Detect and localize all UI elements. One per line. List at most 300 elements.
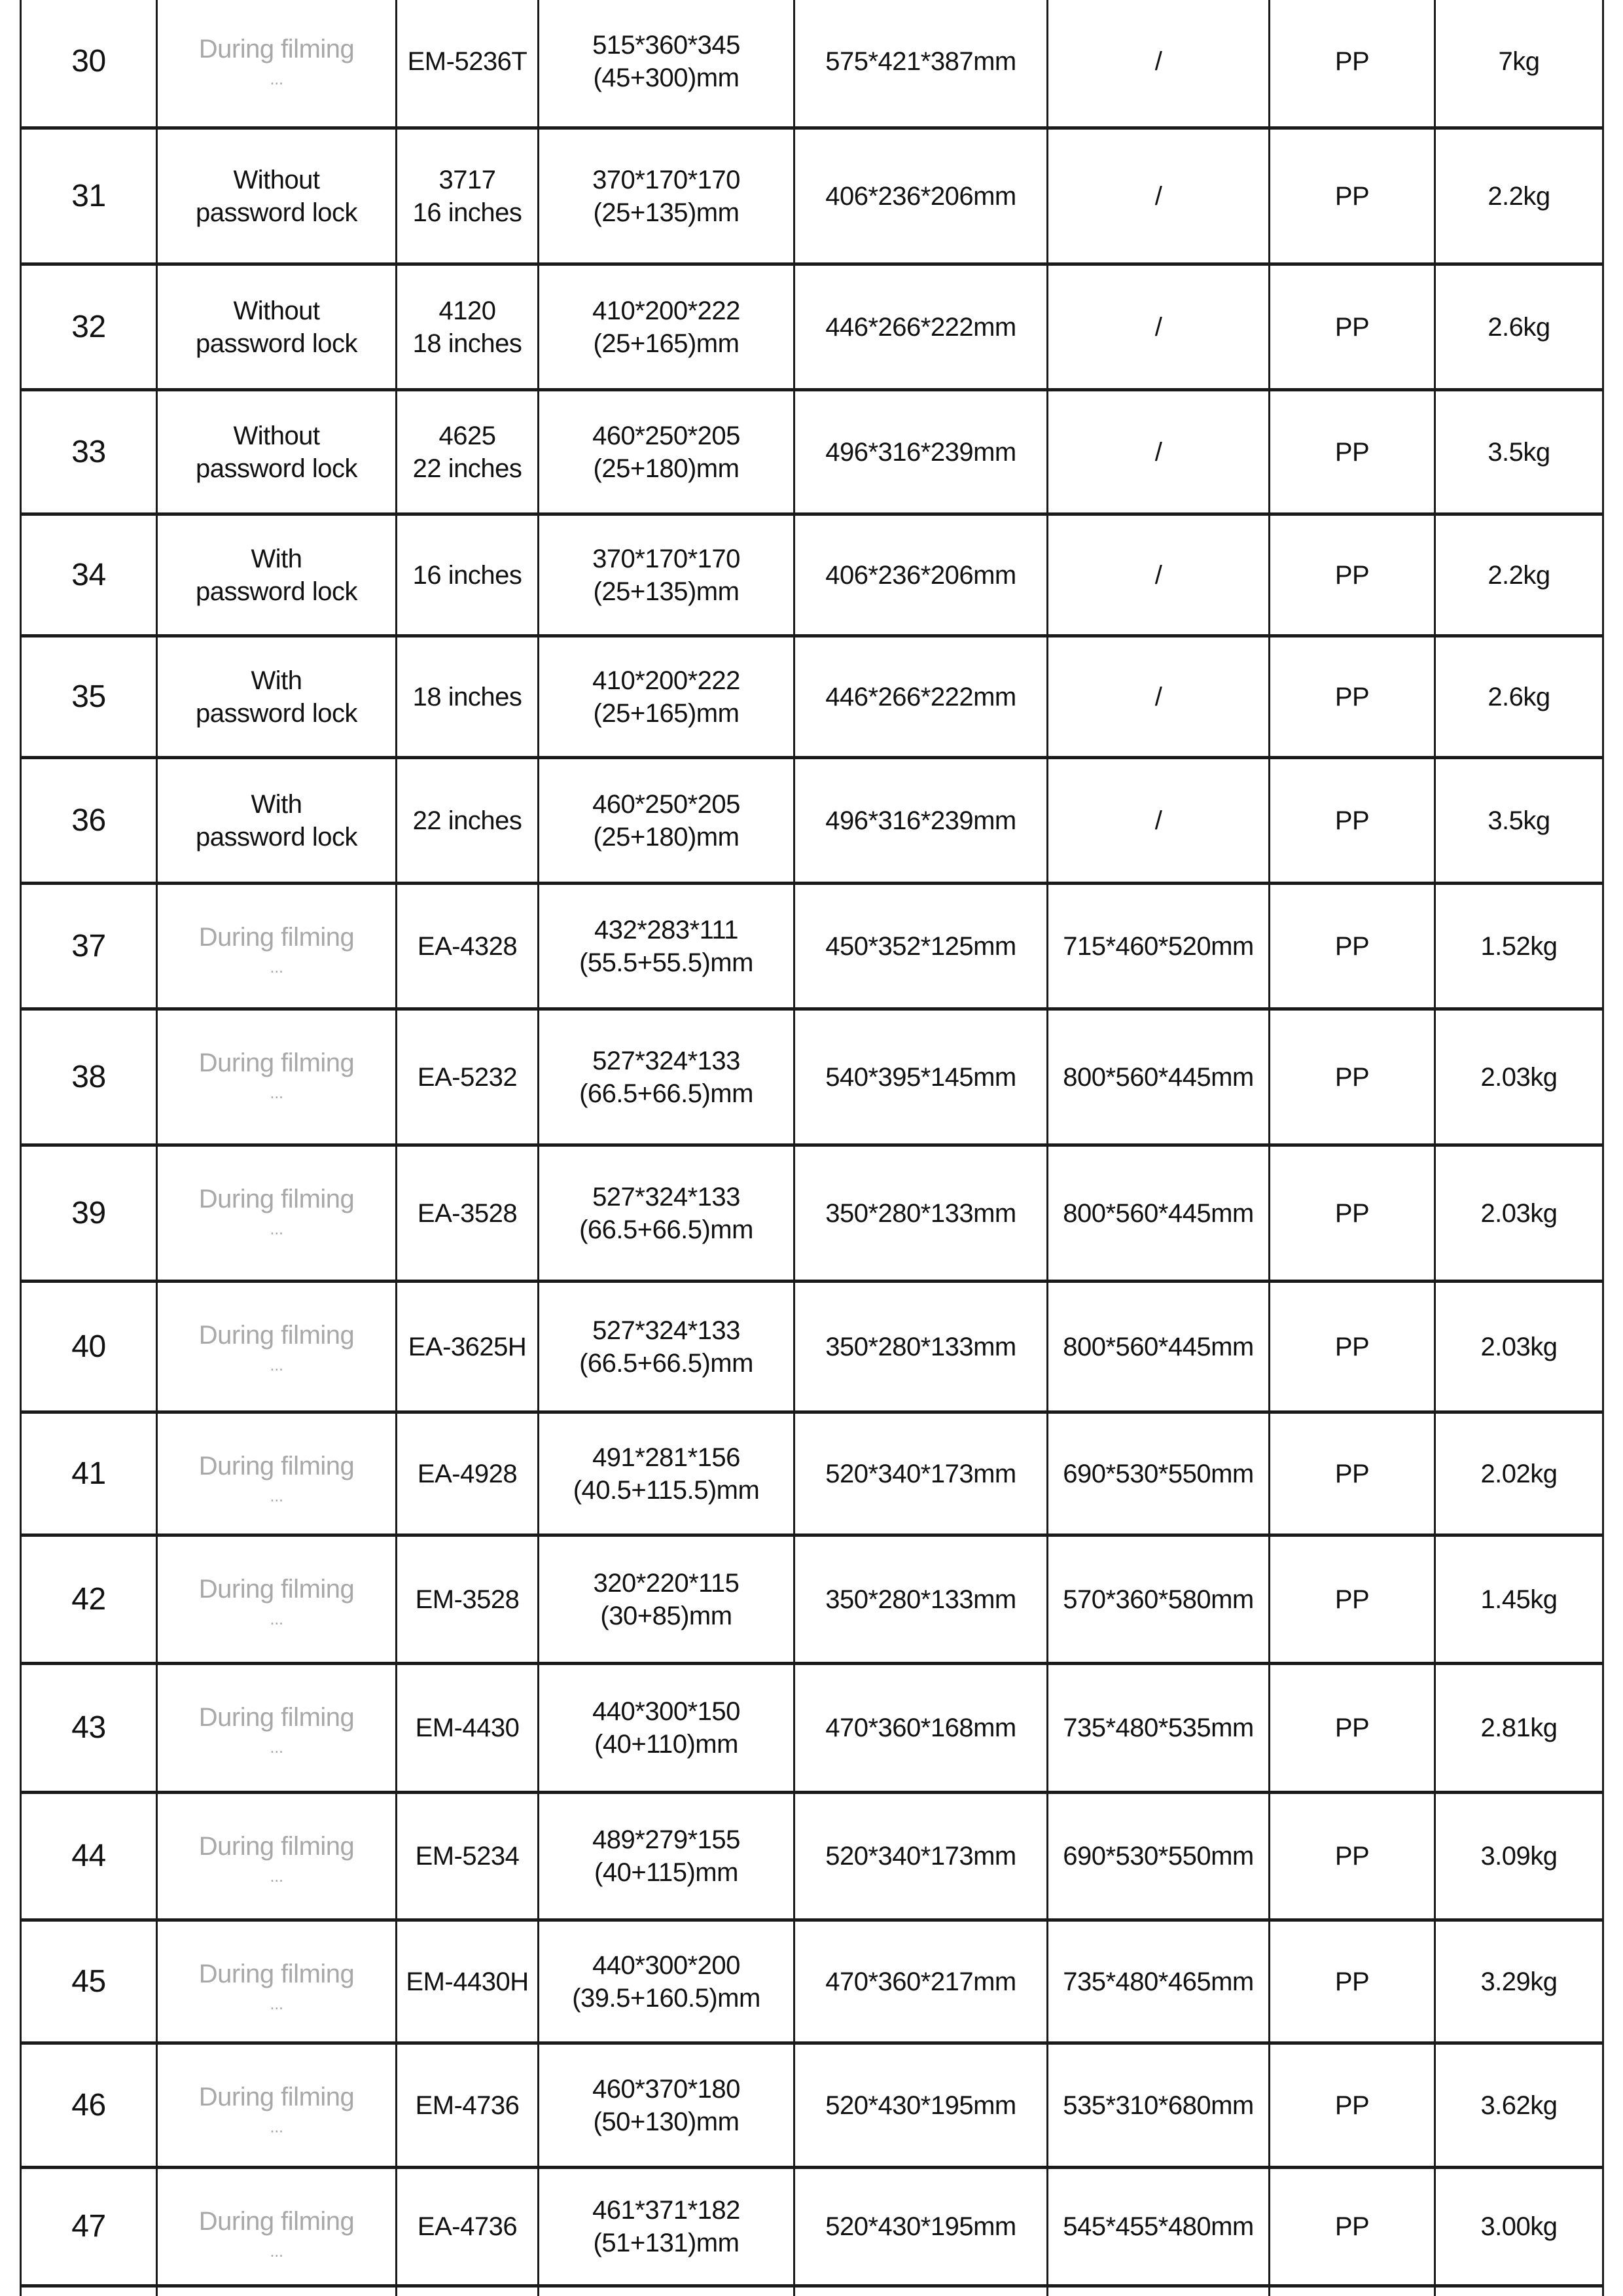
- cell-type: [158, 759, 395, 882]
- cell-material: [1270, 266, 1434, 388]
- material-text: PP: [1334, 181, 1370, 211]
- outer-size-text: 496*316*239mm: [825, 806, 1016, 835]
- cell-model: [397, 2169, 537, 2284]
- cell-material: [1270, 1922, 1434, 2041]
- cell-weight: [1436, 391, 1602, 512]
- cell-weight: [1436, 1537, 1602, 1662]
- cell-model: [397, 1147, 537, 1280]
- cell-outer-size: [795, 1537, 1046, 1662]
- weight-text: 3.62kg: [1480, 2090, 1558, 2120]
- row-number-text: 45: [71, 1964, 106, 1999]
- type-text: Without password lock: [196, 165, 357, 227]
- weight-text: 3.5kg: [1488, 806, 1550, 835]
- type-text: [199, 1047, 355, 1105]
- outer-size-text: 520*340*173mm: [825, 1459, 1016, 1488]
- cell-inner-size: [539, 759, 793, 882]
- cell-material: [1270, 1011, 1434, 1143]
- row-number-text: 44: [71, 1839, 106, 1873]
- cell-material: [1270, 759, 1434, 882]
- cell-inner-size: [539, 1665, 793, 1791]
- model-text: EM-5234: [415, 1842, 520, 1871]
- outer-size-text: 470*360*217mm: [825, 1967, 1016, 1996]
- cell-inner-size: [539, 516, 793, 634]
- weight-text: 3.00kg: [1480, 2212, 1558, 2241]
- cell-row-number: [22, 1147, 156, 1280]
- carton-size-text: 715*460*520mm: [1063, 931, 1254, 961]
- cell-outer-size: [795, 516, 1046, 634]
- cell-outer-size: [795, 2169, 1046, 2284]
- cell-carton-size: [1048, 1283, 1268, 1410]
- row-number-text: 33: [71, 434, 106, 469]
- weight-text: 2.03kg: [1480, 1062, 1558, 1092]
- cell-carton-size: [1048, 1537, 1268, 1662]
- model-text: 3717 16 inches: [412, 165, 522, 227]
- row-number-text: 41: [71, 1456, 106, 1491]
- cell-material: [1270, 1283, 1434, 1410]
- cell-carton-size: [1048, 1665, 1268, 1791]
- weight-text: 2.6kg: [1488, 682, 1550, 711]
- cell-weight: [1436, 2045, 1602, 2166]
- cell-inner-size: [539, 1794, 793, 1918]
- cell-material: [1270, 391, 1434, 512]
- inner-size-text: 515*360*345 (45+300)mm: [592, 31, 740, 92]
- type-text: [199, 2081, 355, 2140]
- weight-text: 1.45kg: [1480, 1585, 1558, 1614]
- carton-size-text: 800*560*445mm: [1063, 1062, 1254, 1092]
- model-text: EM-3528: [415, 1585, 520, 1614]
- cell-model: [397, 391, 537, 512]
- type-label: During filming: [198, 2083, 355, 2111]
- type-label: During filming: [198, 35, 355, 63]
- inner-size-text: 410*200*222 (25+165)mm: [592, 296, 740, 358]
- ellipsis-text: ...: [270, 1609, 283, 1628]
- carton-size-text: 545*455*480mm: [1063, 2212, 1254, 2241]
- cell-inner-size: [539, 266, 793, 388]
- type-label: During filming: [198, 1960, 355, 1988]
- cell-inner-size: [539, 1283, 793, 1410]
- outer-size-text: 350*280*133mm: [825, 1332, 1016, 1361]
- outer-size-text: 540*395*145mm: [825, 1062, 1016, 1092]
- type-text: With password lock: [196, 789, 357, 852]
- cell-outer-size: [795, 637, 1046, 756]
- cell-row-number: [22, 391, 156, 512]
- inner-size-text: 370*170*170 (25+135)mm: [592, 165, 740, 227]
- ellipsis-text: ...: [270, 1083, 283, 1102]
- cell-outer-size: [795, 1147, 1046, 1280]
- cell-type: [158, 0, 395, 126]
- type-text: [199, 1701, 355, 1760]
- cell-row-number: [22, 759, 156, 882]
- cell-row-number: [22, 1011, 156, 1143]
- cell-type: [158, 1794, 395, 1918]
- cell-material: [1270, 637, 1434, 756]
- type-text: [199, 1573, 355, 1632]
- cell-type: [158, 2169, 395, 2284]
- cell-outer-size: [795, 885, 1046, 1007]
- cell-type: [158, 266, 395, 388]
- material-text: PP: [1334, 2212, 1370, 2241]
- cell-model: [397, 759, 537, 882]
- type-text: [199, 921, 355, 980]
- carton-size-text: /: [1154, 682, 1162, 711]
- cell-material: [1270, 1147, 1434, 1280]
- cell-type: [158, 1414, 395, 1534]
- cell-outer-size: [795, 1665, 1046, 1791]
- cell-model: [397, 1922, 537, 2041]
- ellipsis-text: ...: [270, 1994, 283, 2013]
- cell-weight: [1436, 1011, 1602, 1143]
- cell-carton-size: [1048, 759, 1268, 882]
- cell-inner-size: [539, 637, 793, 756]
- cell-carton-size: [1048, 391, 1268, 512]
- carton-size-text: /: [1154, 560, 1162, 590]
- cell-weight: [1436, 0, 1602, 126]
- cell-row-number: [22, 516, 156, 634]
- cell-outer-size: [795, 1922, 1046, 2041]
- material-text: PP: [1334, 312, 1370, 342]
- model-text: 18 inches: [412, 682, 522, 711]
- cell-row-number: [22, 1794, 156, 1918]
- cell-inner-size: [539, 391, 793, 512]
- cell-outer-size: [795, 1414, 1046, 1534]
- cell-model: [397, 516, 537, 634]
- type-label: During filming: [198, 1321, 355, 1350]
- carton-size-text: 690*530*550mm: [1063, 1842, 1254, 1871]
- cell-type: [158, 1537, 395, 1662]
- cell-type: [158, 1922, 395, 2041]
- type-text: [199, 1183, 355, 1242]
- row-number-text: 37: [71, 928, 106, 963]
- cell-material: [1270, 516, 1434, 634]
- type-text: [199, 1319, 355, 1378]
- outer-size-text: 520*430*195mm: [825, 2090, 1016, 2120]
- ellipsis-text: ...: [270, 1486, 283, 1505]
- inner-size-text: 440*300*150 (40+110)mm: [592, 1697, 740, 1759]
- cell-model: [397, 0, 537, 126]
- ellipsis-text: ...: [270, 1866, 283, 1886]
- carton-size-text: /: [1154, 437, 1162, 467]
- carton-size-text: 690*530*550mm: [1063, 1459, 1254, 1488]
- row-number-text: 32: [71, 309, 106, 344]
- type-label: During filming: [198, 923, 355, 952]
- weight-text: 7kg: [1498, 47, 1540, 76]
- carton-size-text: /: [1154, 181, 1162, 211]
- weight-text: 2.03kg: [1480, 1332, 1558, 1361]
- cell-type: [158, 1147, 395, 1280]
- row-number-text: 42: [71, 1581, 106, 1617]
- outer-size-text: 446*266*222mm: [825, 312, 1016, 342]
- material-text: PP: [1334, 1459, 1370, 1488]
- cell-weight: [1436, 2169, 1602, 2284]
- carton-size-text: /: [1154, 312, 1162, 342]
- cell-material: [1270, 2045, 1434, 2166]
- cell-row-number: [22, 1283, 156, 1410]
- material-text: PP: [1334, 806, 1370, 835]
- row-number-text: 47: [71, 2209, 106, 2244]
- cell-inner-size: [539, 130, 793, 262]
- cell-row-number: [22, 2169, 156, 2284]
- cell-carton-size: [1048, 637, 1268, 756]
- type-label: During filming: [198, 1185, 355, 1213]
- cell-outer-size: [795, 2045, 1046, 2166]
- cell-type: [158, 637, 395, 756]
- cell-type: [158, 885, 395, 1007]
- inner-size-text: 527*324*133 (66.5+66.5)mm: [579, 1182, 753, 1244]
- cell-type: [158, 130, 395, 262]
- cell-carton-size: [1048, 1011, 1268, 1143]
- cell-model: [397, 1794, 537, 1918]
- outer-size-text: 520*340*173mm: [825, 1842, 1016, 1871]
- grid-vline: [1602, 0, 1604, 2296]
- cell-row-number: [22, 885, 156, 1007]
- cell-type: [158, 516, 395, 634]
- inner-size-text: 460*370*180 (50+130)mm: [592, 2074, 740, 2136]
- cell-inner-size: [539, 1011, 793, 1143]
- cell-carton-size: [1048, 2169, 1268, 2284]
- carton-size-text: 735*480*465mm: [1063, 1967, 1254, 1996]
- type-text: Without password lock: [196, 421, 357, 483]
- cell-material: [1270, 0, 1434, 126]
- cell-outer-size: [795, 130, 1046, 262]
- inner-size-text: 460*250*205 (25+180)mm: [592, 789, 740, 852]
- inner-size-text: 320*220*115 (30+85)mm: [593, 1568, 740, 1630]
- weight-text: 2.2kg: [1488, 181, 1550, 211]
- cell-carton-size: [1048, 266, 1268, 388]
- cell-carton-size: [1048, 2045, 1268, 2166]
- cell-weight: [1436, 637, 1602, 756]
- type-text: [199, 1450, 355, 1509]
- material-text: PP: [1334, 931, 1370, 961]
- cell-weight: [1436, 759, 1602, 882]
- carton-size-text: /: [1154, 47, 1162, 76]
- row-number-text: 38: [71, 1059, 106, 1094]
- outer-size-text: 496*316*239mm: [825, 437, 1016, 467]
- material-text: PP: [1334, 437, 1370, 467]
- weight-text: 2.02kg: [1480, 1459, 1558, 1488]
- inner-size-text: 440*300*200 (39.5+160.5)mm: [572, 1950, 760, 2013]
- inner-size-text: 461*371*182 (51+131)mm: [592, 2196, 740, 2257]
- type-text: Without password lock: [196, 296, 357, 358]
- carton-size-text: 735*480*535mm: [1063, 1713, 1254, 1742]
- cell-inner-size: [539, 885, 793, 1007]
- cell-material: [1270, 885, 1434, 1007]
- cell-row-number: [22, 1665, 156, 1791]
- type-label: During filming: [198, 1575, 355, 1604]
- type-text: [199, 33, 355, 92]
- outer-size-text: 575*421*387mm: [825, 47, 1016, 76]
- inner-size-text: 527*324*133 (66.5+66.5)mm: [579, 1046, 753, 1108]
- row-number-text: 35: [71, 679, 106, 714]
- cell-outer-size: [795, 0, 1046, 126]
- cell-inner-size: [539, 2169, 793, 2284]
- material-text: PP: [1334, 560, 1370, 590]
- cell-type: [158, 391, 395, 512]
- cell-carton-size: [1048, 516, 1268, 634]
- outer-size-text: 350*280*133mm: [825, 1198, 1016, 1228]
- material-text: PP: [1334, 1332, 1370, 1361]
- carton-size-text: /: [1154, 806, 1162, 835]
- ellipsis-text: ...: [270, 1355, 283, 1374]
- inner-size-text: 370*170*170 (25+135)mm: [592, 544, 740, 606]
- row-number-text: 34: [71, 557, 106, 592]
- cell-carton-size: [1048, 1794, 1268, 1918]
- cell-outer-size: [795, 759, 1046, 882]
- cell-inner-size: [539, 1922, 793, 2041]
- cell-model: [397, 2045, 537, 2166]
- cell-inner-size: [539, 1147, 793, 1280]
- cell-carton-size: [1048, 1414, 1268, 1534]
- inner-size-text: 491*281*156 (40.5+115.5)mm: [573, 1443, 760, 1505]
- inner-size-text: 460*250*205 (25+180)mm: [592, 421, 740, 483]
- row-number-text: 31: [71, 178, 106, 213]
- row-number-text: 30: [71, 44, 106, 79]
- type-text: [199, 2205, 355, 2264]
- carton-size-text: 535*310*680mm: [1063, 2090, 1254, 2120]
- ellipsis-text: ...: [270, 957, 283, 977]
- cell-inner-size: [539, 2045, 793, 2166]
- cell-type: [158, 1665, 395, 1791]
- outer-size-text: 406*236*206mm: [825, 560, 1016, 590]
- cell-model: [397, 637, 537, 756]
- weight-text: 2.03kg: [1480, 1198, 1558, 1228]
- weight-text: 3.29kg: [1480, 1967, 1558, 1996]
- ellipsis-text: ...: [270, 1737, 283, 1757]
- cell-carton-size: [1048, 885, 1268, 1007]
- model-text: 4120 18 inches: [412, 296, 522, 358]
- cell-material: [1270, 1794, 1434, 1918]
- cell-weight: [1436, 1283, 1602, 1410]
- ellipsis-text: ...: [270, 2241, 283, 2261]
- cell-model: [397, 266, 537, 388]
- model-text: EA-4736: [417, 2212, 518, 2241]
- row-number-text: 46: [71, 2087, 106, 2123]
- material-text: PP: [1334, 1062, 1370, 1092]
- cell-model: [397, 1011, 537, 1143]
- cell-weight: [1436, 1147, 1602, 1280]
- cell-carton-size: [1048, 1147, 1268, 1280]
- inner-size-text: 489*279*155 (40+115)mm: [592, 1825, 740, 1887]
- type-text: With password lock: [196, 666, 357, 728]
- ellipsis-text: ...: [270, 2117, 283, 2136]
- type-text: [199, 1958, 355, 2017]
- cell-model: [397, 885, 537, 1007]
- model-text: 22 inches: [412, 806, 522, 835]
- cell-weight: [1436, 1922, 1602, 2041]
- weight-text: 2.6kg: [1488, 312, 1550, 342]
- outer-size-text: 470*360*168mm: [825, 1713, 1016, 1742]
- cell-material: [1270, 1414, 1434, 1534]
- cell-carton-size: [1048, 130, 1268, 262]
- model-text: EM-4430: [415, 1713, 520, 1742]
- model-text: EA-5232: [417, 1062, 518, 1092]
- material-text: PP: [1334, 47, 1370, 76]
- type-label: During filming: [198, 2207, 355, 2236]
- cell-row-number: [22, 266, 156, 388]
- cell-outer-size: [795, 266, 1046, 388]
- outer-size-text: 350*280*133mm: [825, 1585, 1016, 1614]
- cell-material: [1270, 130, 1434, 262]
- type-text: [199, 1830, 355, 1889]
- row-number-text: 36: [71, 802, 106, 838]
- cell-row-number: [22, 2045, 156, 2166]
- type-text: With password lock: [196, 544, 357, 606]
- model-text: EM-4736: [415, 2090, 520, 2120]
- cell-row-number: [22, 637, 156, 756]
- type-label: During filming: [198, 1832, 355, 1861]
- weight-text: 1.52kg: [1480, 931, 1558, 961]
- row-number-text: 43: [71, 1710, 106, 1745]
- cell-carton-size: [1048, 1922, 1268, 2041]
- cell-type: [158, 1283, 395, 1410]
- material-text: PP: [1334, 1713, 1370, 1742]
- material-text: PP: [1334, 1585, 1370, 1614]
- cell-row-number: [22, 1922, 156, 2041]
- ellipsis-text: ...: [270, 69, 283, 88]
- cell-weight: [1436, 1794, 1602, 1918]
- inner-size-text: 410*200*222 (25+165)mm: [592, 666, 740, 728]
- cell-carton-size: [1048, 0, 1268, 126]
- cell-inner-size: [539, 1537, 793, 1662]
- model-text: EM-4430H: [406, 1967, 529, 1996]
- model-text: EA-4328: [417, 931, 518, 961]
- cell-material: [1270, 1665, 1434, 1791]
- cell-inner-size: [539, 0, 793, 126]
- carton-size-text: 570*360*580mm: [1063, 1585, 1254, 1614]
- ellipsis-text: ...: [270, 1219, 283, 1238]
- cell-material: [1270, 1537, 1434, 1662]
- cell-row-number: [22, 0, 156, 126]
- inner-size-text: 527*324*133 (66.5+66.5)mm: [579, 1316, 753, 1378]
- type-label: During filming: [198, 1703, 355, 1732]
- cell-outer-size: [795, 391, 1046, 512]
- outer-size-text: 520*430*195mm: [825, 2212, 1016, 2241]
- inner-size-text: 432*283*111 (55.5+55.5)mm: [579, 915, 753, 977]
- model-text: 16 inches: [412, 560, 522, 590]
- weight-text: 3.09kg: [1480, 1842, 1558, 1871]
- cell-row-number: [22, 1537, 156, 1662]
- outer-size-text: 406*236*206mm: [825, 181, 1016, 211]
- cell-outer-size: [795, 1011, 1046, 1143]
- cell-weight: [1436, 266, 1602, 388]
- cell-row-number: [22, 1414, 156, 1534]
- cell-weight: [1436, 516, 1602, 634]
- outer-size-text: 446*266*222mm: [825, 682, 1016, 711]
- material-text: PP: [1334, 1842, 1370, 1871]
- cell-weight: [1436, 130, 1602, 262]
- cell-row-number: [22, 130, 156, 262]
- cell-type: [158, 1011, 395, 1143]
- outer-size-text: 450*352*125mm: [825, 931, 1016, 961]
- cell-type: [158, 2045, 395, 2166]
- material-text: PP: [1334, 2090, 1370, 2120]
- weight-text: 3.5kg: [1488, 437, 1550, 467]
- cell-weight: [1436, 885, 1602, 1007]
- row-number-text: 39: [71, 1195, 106, 1230]
- cell-model: [397, 130, 537, 262]
- cell-model: [397, 1665, 537, 1791]
- material-text: PP: [1334, 1198, 1370, 1228]
- weight-text: 2.2kg: [1488, 560, 1550, 590]
- carton-size-text: 800*560*445mm: [1063, 1332, 1254, 1361]
- cell-model: [397, 1283, 537, 1410]
- cell-weight: [1436, 1414, 1602, 1534]
- cell-model: [397, 1414, 537, 1534]
- type-label: During filming: [198, 1049, 355, 1077]
- material-text: PP: [1334, 682, 1370, 711]
- cell-outer-size: [795, 1794, 1046, 1918]
- model-text: EA-3625H: [408, 1332, 527, 1361]
- row-number-text: 40: [71, 1329, 106, 1364]
